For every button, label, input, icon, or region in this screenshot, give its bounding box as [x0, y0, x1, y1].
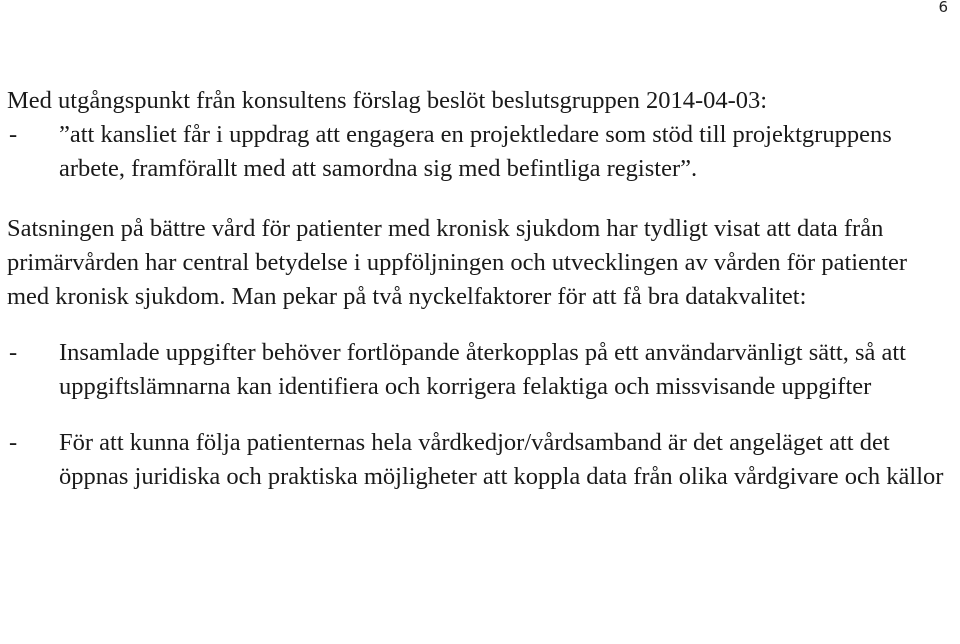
page-number: 6: [938, 0, 948, 16]
key-factor-item: [7, 426, 952, 494]
intro-text: Med utgångspunkt från konsultens förslag beslöt beslutsgruppen 2014-04-03:: [7, 87, 768, 114]
key-factor-text: För att kunna följa patienternas hela vårdkedjor/vårdsamband är det angeläget att det öppnas juridiska och praktiska möjligheter att koppla data från olika vårdgivare och källor: [59, 429, 944, 490]
list-marker: -: [9, 121, 18, 148]
key-factor-item: [7, 336, 952, 404]
decision-list-item: [7, 118, 952, 186]
decision-quote: ”att kansliet får i uppdrag att engagera en projektledare som stöd till projektgruppens arbete, framförallt med att samordna sig med befintliga register”.: [59, 121, 892, 182]
list-marker: -: [9, 429, 18, 456]
list-marker: -: [9, 339, 18, 366]
key-factor-text: Insamlade uppgifter behöver fortlöpande återkopplas på ett användarvänligt sätt, så att uppgiftslämnarna kan identifiera och korrigera felaktiga och missvisande uppgifter: [59, 339, 906, 400]
document-body: [7, 84, 952, 494]
body-paragraph: Satsningen på bättre vård för patienter med kronisk sjukdom har tydligt visat att data från primärvården har central betydelse i uppföljningen och utvecklingen av vården för patienter med kronisk sjukdom. Man pekar på två nyckelfaktorer för att få bra datakvalitet:: [7, 215, 908, 310]
